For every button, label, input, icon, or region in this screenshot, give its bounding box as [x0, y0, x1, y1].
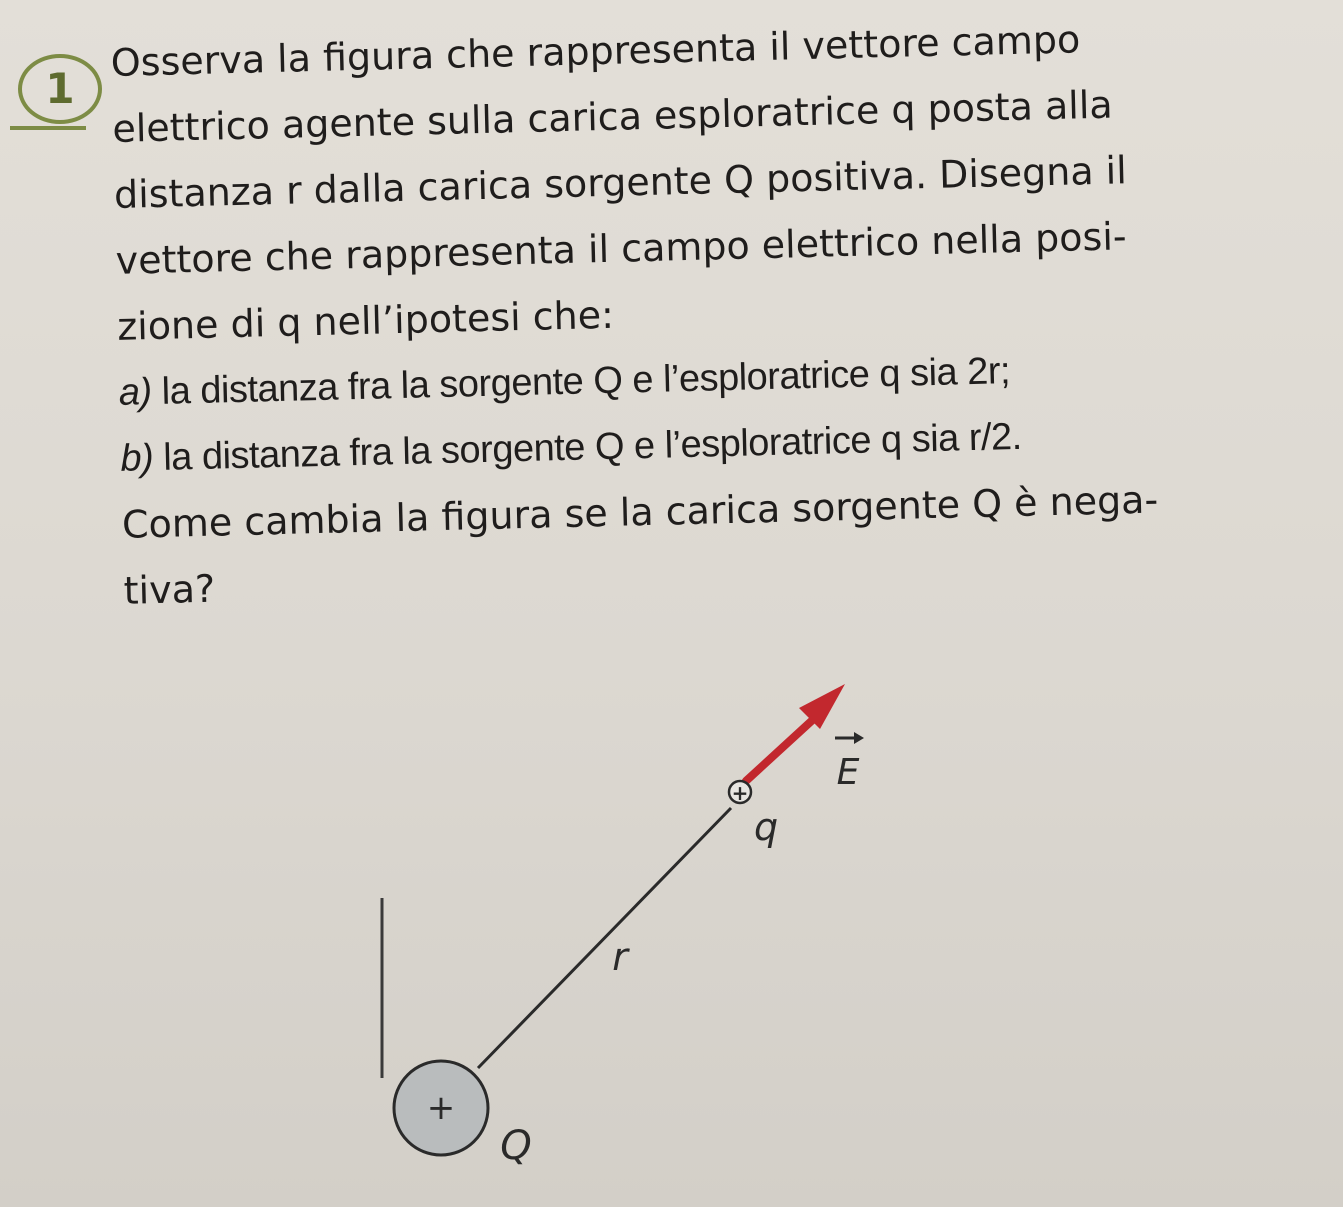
source-charge-sign: + — [426, 1088, 456, 1128]
field-vector-shaft — [746, 715, 818, 781]
item-text: la distanza fra la sorgente Q e l’esploratrice q sia r/2. — [152, 415, 1023, 480]
question-line: tiva? — [123, 566, 216, 613]
exercise-number-badge — [18, 54, 102, 124]
item-marker: b) — [119, 437, 154, 480]
item-text: la distanza fra la sorgente Q e l’esploratrice q sia 2r; — [151, 350, 1011, 414]
field-label: E — [836, 752, 860, 793]
electric-field-figure — [0, 660, 1343, 1207]
source-charge-label: Q — [500, 1123, 532, 1169]
exercise-text — [110, 2, 1284, 624]
vector-arrowhead-icon — [854, 732, 864, 744]
exercise-number: 1 — [45, 64, 75, 113]
item-marker: a) — [118, 371, 153, 414]
question-line: Come cambia la figura se la carica sorgente Q è nega- — [121, 477, 1159, 547]
distance-line — [478, 808, 731, 1068]
text-line: vettore che rappresenta il campo elettrico nella posi- — [115, 214, 1128, 283]
text-line: distanza r dalla carica sorgente Q positiva. Disegna il — [113, 148, 1128, 217]
text-line: elettrico agente sulla carica esploratrice q posta alla — [111, 82, 1114, 151]
test-charge-label: q — [753, 805, 779, 849]
test-charge-sign: + — [731, 781, 749, 805]
text-line: Osserva la figura che rappresenta il vettore campo — [110, 17, 1081, 85]
text-line: zione di q nell’ipotesi che: — [116, 292, 615, 349]
badge-underline — [10, 126, 86, 130]
distance-label: r — [612, 935, 628, 979]
